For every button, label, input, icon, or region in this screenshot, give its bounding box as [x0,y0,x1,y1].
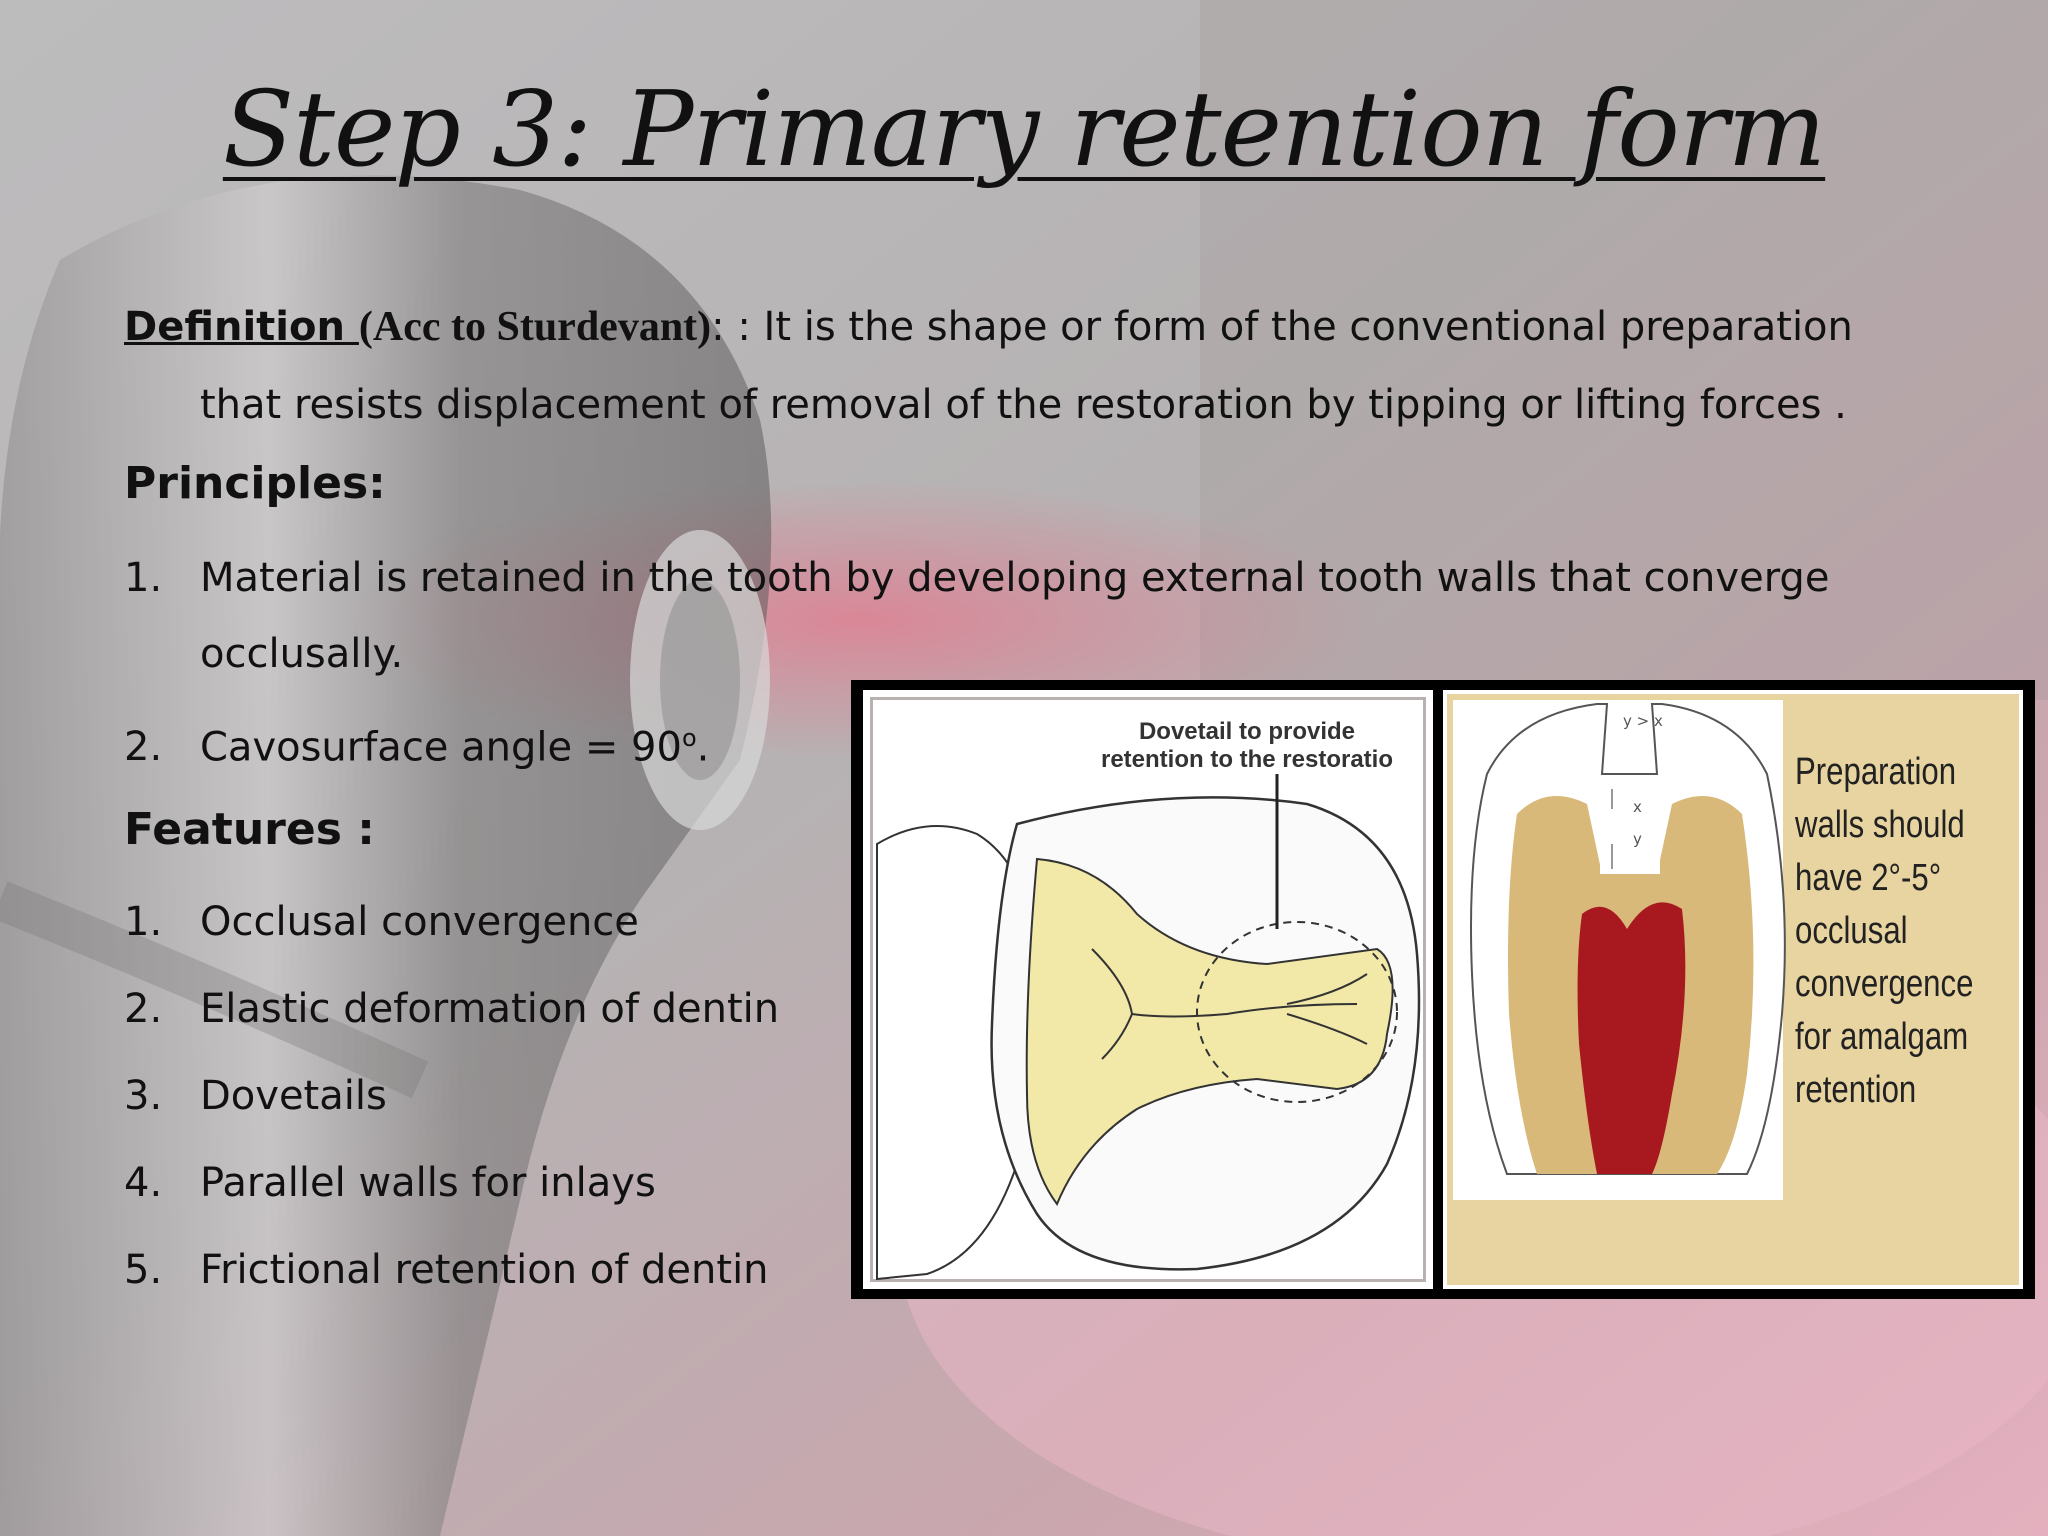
list-text: Cavosurface angle = 90 [200,724,682,771]
convergence-label-line: occlusal [1795,910,1908,952]
convergence-label [1795,746,1975,1117]
principle-item [124,700,709,785]
list-number: 2. [124,724,163,771]
definition-source: (Acc to Sturdevant) [358,304,712,350]
feature-item [124,1058,387,1134]
list-text-continued: occlusally. [200,631,404,677]
slide-title: Step 3: Primary retention form [222,68,1826,190]
list-number: 1. [124,899,163,945]
list-number: 4. [124,1160,163,1206]
feature-item [124,884,639,960]
definition-text-line1: : : It is the shape or form of the conventional preparation [711,304,1853,350]
dovetail-label [1047,718,1447,774]
convergence-label-line: have 2°-5° [1795,857,1942,899]
degree-superscript: o [681,724,697,752]
convergence-label-line: for amalgam [1795,1016,1969,1058]
list-text: Parallel walls for inlays [200,1160,656,1206]
convergence-label-line: retention [1795,1069,1917,1111]
list-number: 5. [124,1247,163,1293]
x-label: x [1633,798,1642,816]
feature-item [124,971,779,1047]
feature-item [124,1145,656,1221]
list-text: Frictional retention of dentin [200,1247,769,1293]
list-text: Material is retained in the tooth by developing external tooth walls that converge [200,555,1830,601]
list-text: Dovetails [200,1073,387,1119]
definition-paragraph [124,288,1924,444]
principles-heading: Principles: [124,458,386,509]
list-number: 1. [124,555,163,601]
tooth-diagrams-figure [851,680,2035,1299]
y-greater-x-label: y > x [1623,712,1663,730]
list-text: Occlusal convergence [200,899,639,945]
feature-item [124,1232,769,1308]
convergence-label-line: Preparation [1795,751,1957,793]
dovetail-label-line1: Dovetail to provide [1138,718,1356,745]
definition-term: Definition [124,304,359,350]
list-text: Elastic deformation of dentin [200,986,780,1032]
list-number: 2. [124,986,163,1032]
list-text-suffix: . [696,724,710,771]
list-number: 3. [124,1073,163,1119]
occlusal-convergence-diagram [1443,690,2023,1289]
dovetail-tooth-illustration [867,694,1429,1285]
y-label: y [1633,830,1642,848]
convergence-label-line: walls should [1795,804,1965,846]
features-heading: Features : [124,804,375,855]
dovetail-diagram [863,690,1433,1289]
principle-item [124,540,1829,692]
convergence-label-line: convergence [1795,963,1974,1005]
dovetail-label-line2: retention to the restoratio [1100,746,1394,773]
definition-text-line2: that resists displacement of removal of the restoration by tipping or lifting forces . [200,382,1847,428]
